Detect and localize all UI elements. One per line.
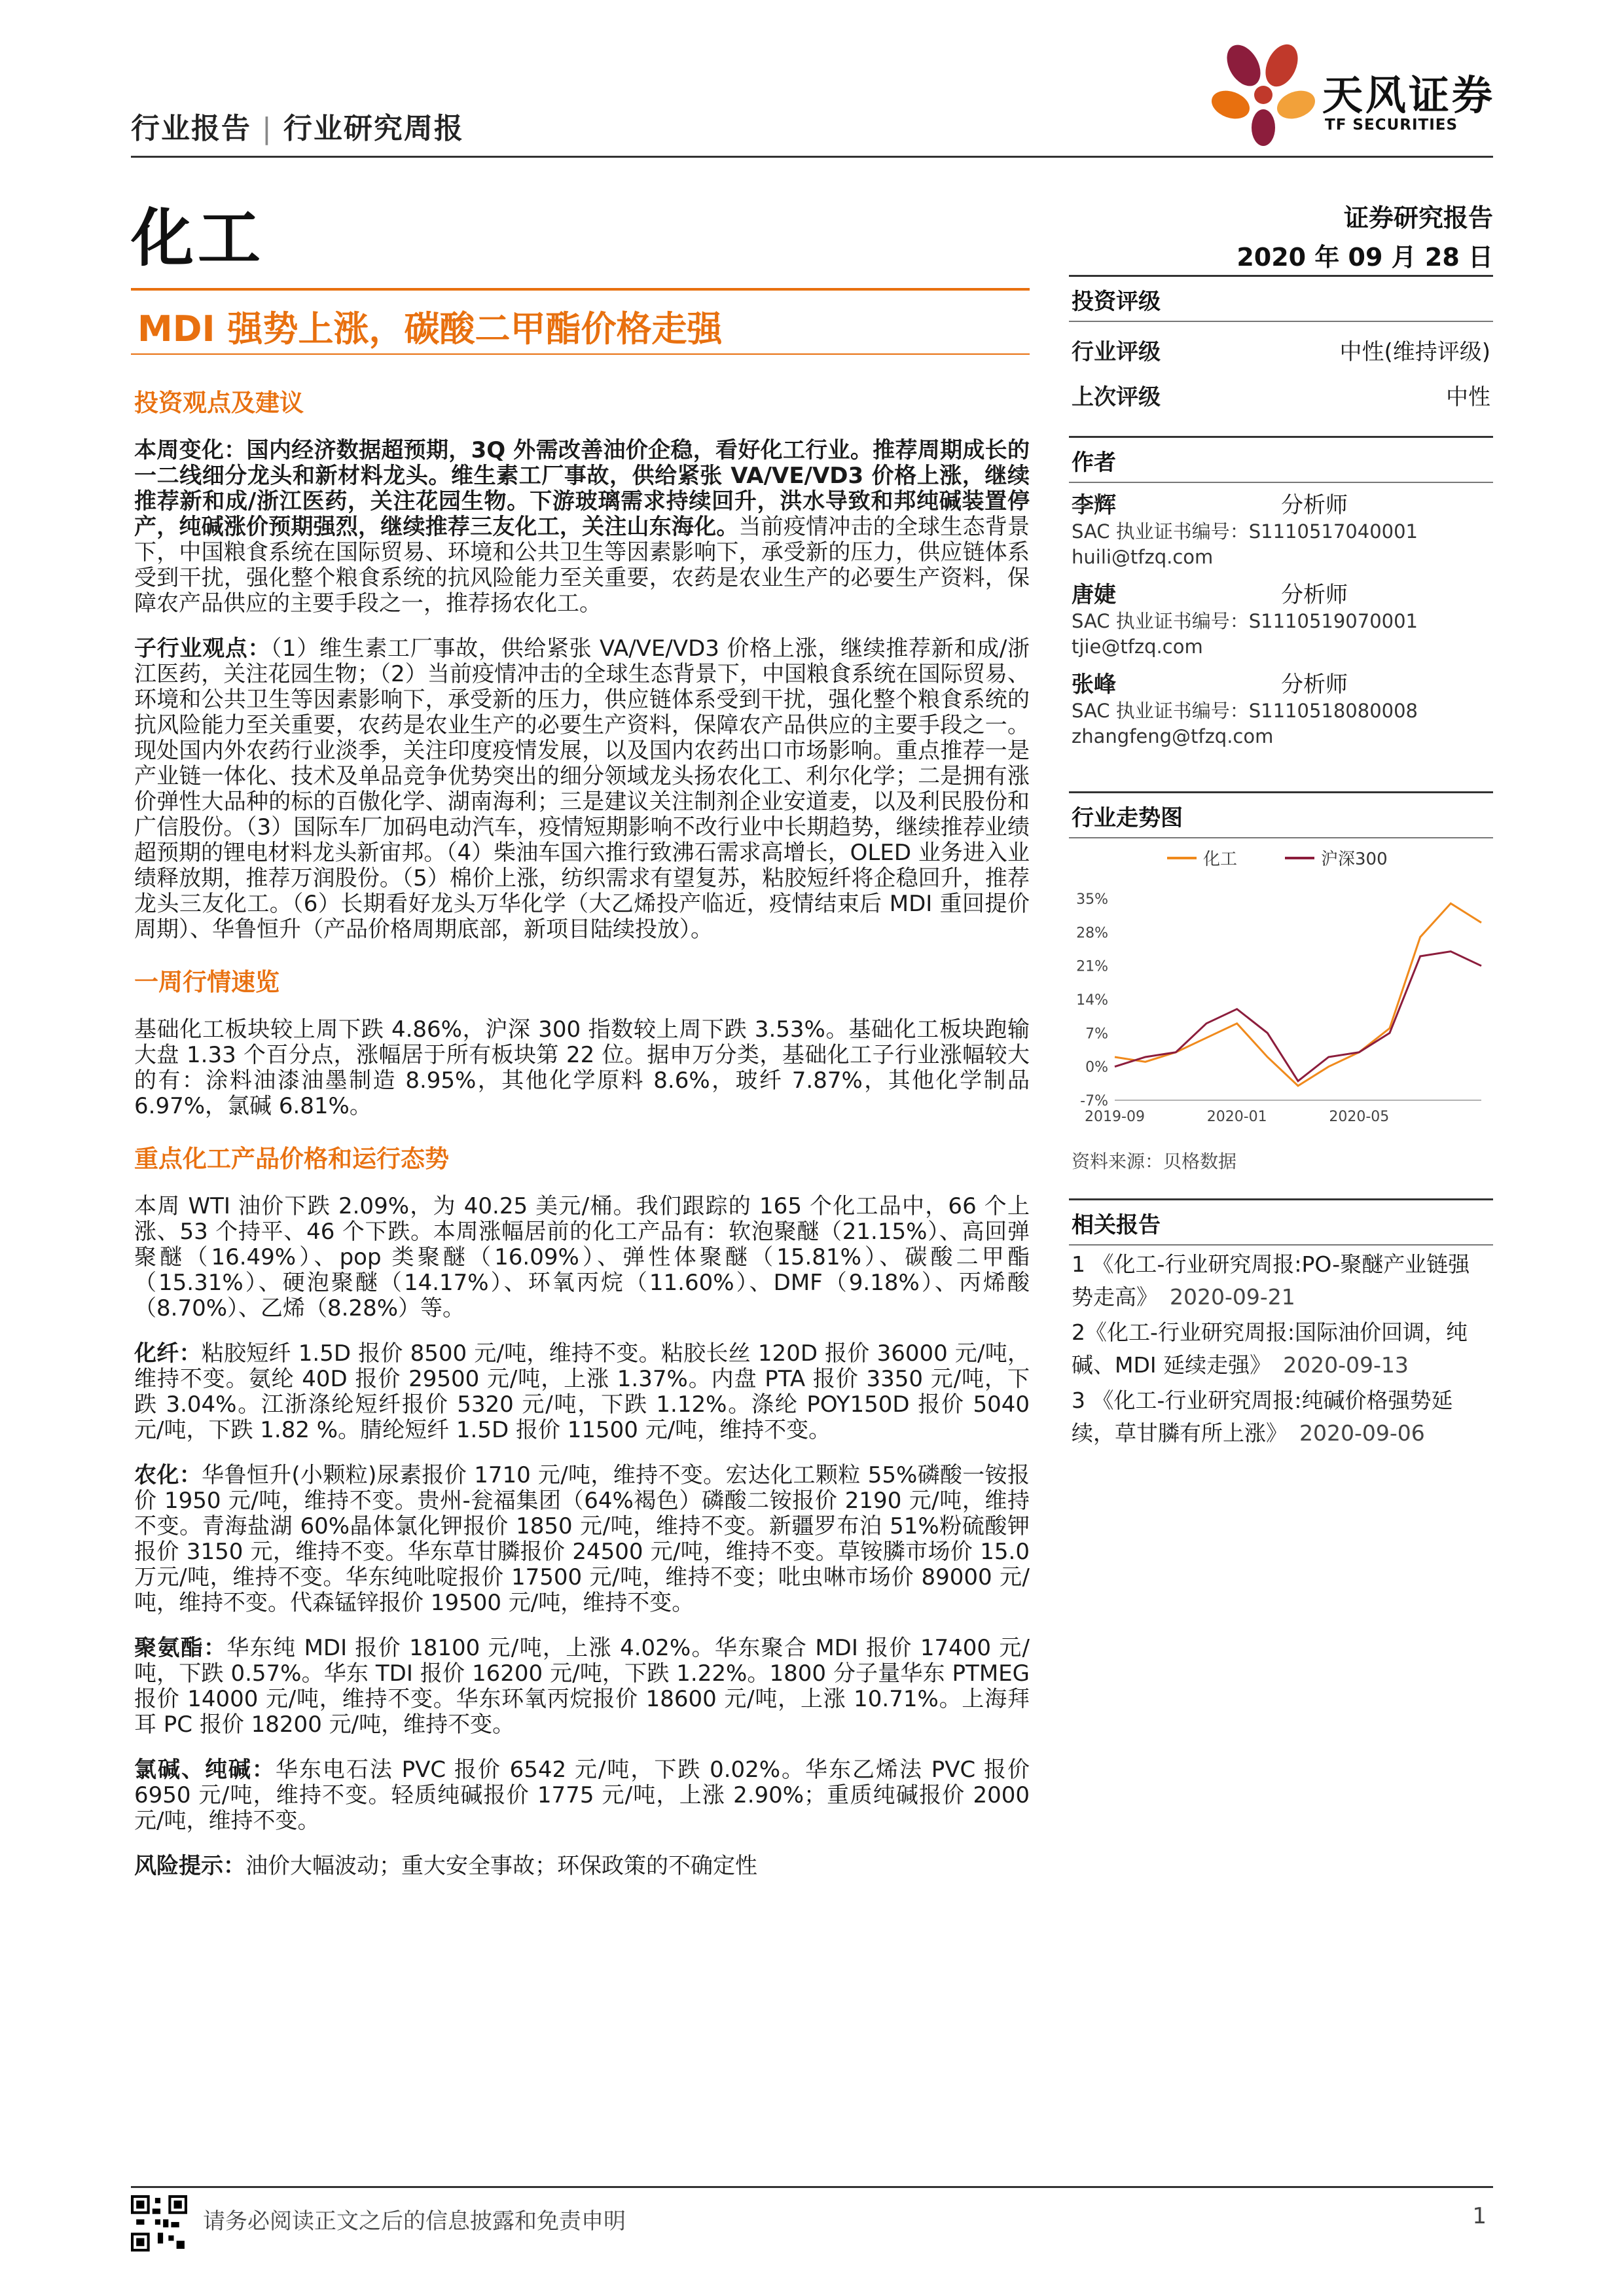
industry-trend-chart [1069, 838, 1493, 1139]
weekly-change-bold: 本周变化：国内经济数据超预期，3Q 外需改善油价企稳，看好化工行业。推荐周期成长的一二线细分龙头和新材料龙头。维生素工厂事故，供给紧张 VA/VE/VD3 价格上涨，继续推荐新和成/浙江医药，关注花园生物。下游玻璃需求持续回升，洪水导致和邦纯碱装置停产，纯碱涨价预期强烈，继续推荐三友化工，关注山东海化。 [134, 437, 1030, 540]
report-type: 证券研究报告 [1343, 204, 1493, 232]
y-tick-label: 35% [1076, 891, 1108, 908]
related-report-item[interactable] [1072, 1384, 1490, 1450]
section-heading-week: 一周行情速览 [134, 968, 280, 996]
analyst-card [1069, 573, 1493, 662]
footer-divider [131, 2186, 1493, 2188]
prev-rating-value: 中性 [1446, 384, 1490, 410]
y-tick-label: 21% [1076, 958, 1108, 975]
chart-axes [1076, 891, 1481, 1125]
x-tick-label: 2020-05 [1329, 1109, 1390, 1125]
analyst-email[interactable]: huili@tfzq.com [1072, 546, 1214, 568]
subcategory-label: 行业研究周报 [283, 112, 464, 145]
prev-rating-label: 上次评级 [1072, 384, 1161, 410]
legend-label-chem: 化工 [1203, 850, 1238, 869]
paragraph-oil: 本周 WTI 油价下跌 2.09%，为 40.25 美元/桶。我们跟踪的 165 个化工品中，66 个上涨、53 个持平、46 个下跌。本周涨幅居前的化工产品有：软泡聚醚（21.15%）、高回弹聚醚（16.49%）、pop 类聚醚（16.09%）、弹性体聚醚（15.81%）、碳酸二甲酯（15.31%）、硬泡聚醚（14.17%）、环氧丙烷（11.60%）、DMF（9.18%）、丙烯酸（8.70%）、乙烯（8.28%）等。 [134, 1193, 1030, 1321]
analyst-role: 分析师 [1281, 672, 1348, 698]
risk-text: 油价大幅波动；重大安全事故；环保政策的不确定性 [245, 1853, 757, 1879]
title-rule-bottom [131, 353, 1030, 355]
category-separator: | [262, 112, 273, 145]
y-tick-label: 0% [1085, 1059, 1108, 1076]
pu-bold: 聚氨酯： [134, 1635, 227, 1661]
paragraph-chlor-alkali [134, 1757, 1030, 1834]
industry-rating-row [1069, 327, 1493, 372]
page-number: 1 [1472, 2203, 1487, 2229]
main-content [134, 383, 1030, 1899]
paragraph-subindustry [134, 636, 1030, 942]
analyst-name: 李辉 [1072, 492, 1116, 518]
logo-english-name: TF SECURITIES [1325, 117, 1458, 134]
trend-heading: 行业走势图 [1069, 791, 1493, 838]
section-heading-views: 投资观点及建议 [134, 389, 304, 417]
x-tick-label: 2019-09 [1085, 1109, 1145, 1125]
related-reports-list [1069, 1246, 1493, 1450]
chart-source: 资料来源：贝格数据 [1072, 1151, 1237, 1172]
paragraph-pu [134, 1636, 1030, 1738]
related-report-date: 2020-09-06 [1299, 1420, 1425, 1446]
agro-text: 华鲁恒升(小颗粒)尿素报价 1710 元/吨，维持不变。宏达化工颗粒 55%磷酸一铵报价 1950 元/吨，维持不变。贵州-瓮福集团（64%褐色）磷酸二铵报价 2190 元/吨，维持不变。青海盐湖 60%晶体氯化钾报价 1850 元/吨，维持不变。新疆罗布泊 51%粉硫酸钾报价 3150 元，维持不变。华东草甘膦报价 24500 元/吨，维持不变。草铵膦市场价 15.0 万元/吨，维持不变。华东纯吡啶报价 17500 元/吨，维持不变；吡虫啉市场价 89000 元/吨，维持不变。代森锰锌报价 19500 元/吨，维持不变。 [134, 1462, 1030, 1616]
analyst-role: 分析师 [1281, 492, 1348, 518]
paragraph-agro [134, 1463, 1030, 1616]
related-report-title[interactable]: 3 《化工-行业研究周报:纯碱价格强势延续，草甘膦有所上涨》 [1072, 1388, 1453, 1446]
analyst-email[interactable]: zhangfeng@tfzq.com [1072, 725, 1274, 747]
sidebar [1069, 275, 1493, 1452]
fiber-bold: 化纤： [134, 1340, 202, 1367]
y-tick-label: 14% [1076, 992, 1108, 1009]
analyst-card [1069, 662, 1493, 752]
industry-rating-label: 行业评级 [1072, 339, 1161, 365]
report-title: MDI 强势上涨，碳酸二甲酯价格走强 [137, 308, 723, 350]
analyst-name: 张峰 [1072, 672, 1116, 698]
analyst-email[interactable]: tjie@tfzq.com [1072, 636, 1203, 658]
paragraph-market: 基础化工板块较上周下跌 4.86%，沪深 300 指数较上周下跌 3.53%。基础化工板块跑输大盘 1.33 个百分点，涨幅居于所有板块第 22 位。据申万分类，基础化工子行业涨幅较大的有：涂料油漆油墨制造 8.95%，其他化学原料 8.6%，玻纤 7.87%，其他化学制品 6.97%，氯碱 6.81%。 [134, 1016, 1030, 1119]
category-label: 行业报告 [131, 112, 251, 145]
chart-lines [1115, 903, 1481, 1086]
analyst-cert: SAC 执业证书编号：S1110518080008 [1072, 700, 1418, 722]
analyst-role: 分析师 [1281, 582, 1348, 608]
trend-chart-svg [1069, 838, 1493, 1139]
paragraph-fiber [134, 1341, 1030, 1443]
chlor-alkali-bold: 氯碱、纯碱： [134, 1757, 276, 1783]
y-tick-label: 28% [1076, 925, 1108, 942]
paragraph-risk [134, 1854, 1030, 1879]
chlor-alkali-text: 华东电石法 PVC 报价 6542 元/吨，下跌 0.02%。华东乙烯法 PVC 报价 6950 元/吨，维持不变。轻质纯碱报价 1775 元/吨，上涨 2.90%；重质纯碱报价 2000 元/吨，维持不变。 [134, 1757, 1030, 1834]
pu-text: 华东纯 MDI 报价 18100 元/吨，上涨 4.02%。华东聚合 MDI 报价 17400 元/吨，下跌 0.57%。华东 TDI 报价 16200 元/吨，下跌 1.22%。1800 分子量华东 PTMEG 报价 14000 元/吨，维持不变。华东环氧丙烷报价 18600 元/吨，上涨 10.71%。上海拜耳 PC 报价 18200 元/吨，维持不变。 [134, 1635, 1030, 1738]
analyst-name: 唐婕 [1072, 582, 1116, 608]
series-line-hs300 [1115, 952, 1481, 1081]
footer-disclaimer: 请务必阅读正文之后的信息披露和免责申明 [203, 2208, 626, 2234]
related-report-title[interactable]: 1 《化工-行业研究周报:PO-聚醚产业链强势走高》 [1072, 1251, 1470, 1310]
rating-heading: 投资评级 [1069, 275, 1493, 322]
y-tick-label: 7% [1085, 1026, 1108, 1043]
series-line-chem [1115, 903, 1481, 1086]
fiber-text: 粘胶短纤 1.5D 报价 8500 元/吨，维持不变。粘胶长丝 120D 报价 36000 元/吨，维持不变。氨纶 40D 报价 29500 元/吨，上涨 1.37%。内盘 PTA 报价 3350 元/吨，下跌 3.04%。江浙涤纶短纤报价 5320 元/吨，下跌 1.12%。涤纶 POY150D 报价 5040 元/吨，下跌 1.82 %。腈纶短纤 1.5D 报价 11500 元/吨，维持不变。 [134, 1340, 1030, 1443]
prev-rating-row [1069, 372, 1493, 418]
header-divider [131, 156, 1493, 158]
related-report-date: 2020-09-13 [1283, 1352, 1409, 1378]
weekly-change-text: 当前疫情冲击的全球生态背景下，中国粮食系统在国际贸易、环境和公共卫生等因素影响下，承受新的压力，供应链体系受到干扰，强化整个粮食系统的抗风险能力至关重要，农药是农业生产的必要生产资料，保障农产品供应的主要手段之一，推荐扬农化工。 [134, 514, 1030, 617]
logo-chinese-name: 天风证券 [1322, 71, 1496, 119]
analyst-cert: SAC 执业证书编号：S1110519070001 [1072, 610, 1418, 632]
report-category [131, 105, 464, 147]
subindustry-text: （1）维生素工厂事故，供给紧张 VA/VE/VD3 价格上涨，继续推荐新和成/浙江医药，关注花园生物；（2）当前疫情冲击的全球生态背景下，中国粮食系统在国际贸易、环境和公共卫生等因素影响下，承受新的压力，供应链体系受到干扰，强化整个粮食系统的抗风险能力至关重要，农药是农业生产的必要生产资料，保障农产品供应的主要手段之一。现处国内外农药行业淡季，关注印度疫情发展，以及国内农药出口市场影响。重点推荐一是产业链一体化、技术及单品竞争优势突出的细分领域龙头扬农化工、利尔化学；二是拥有涨价弹性大品种的标的百傲化学、湖南海利；三是建议关注制剂企业安道麦，以及利民股份和广信股份。（3）国际车厂加码电动汽车，疫情短期影响不改行业中长期趋势，继续推荐业绩超预期的锂电材料龙头新宙邦。（4）柴油车国六推行致沸石需求高增长，OLED 业务进入业绩释放期，推荐万润股份。（5）棉价上涨，纺织需求有望复苏，粘胶短纤将企稳回升，推荐龙头三友化工。（6）长期看好龙头万华化学（大乙烯投产临近，疫情结束后 MDI 重回提价周期）、华鲁恒升（产品价格周期底部，新项目陆续投放）。 [134, 636, 1030, 942]
agro-bold: 农化： [134, 1462, 202, 1488]
related-report-title[interactable]: 2《化工-行业研究周报:国际油价回调，纯碱、MDI 延续走强》 [1072, 1319, 1468, 1378]
chart-legend [1167, 850, 1388, 869]
title-rule-top [131, 288, 1030, 291]
related-report-item[interactable] [1072, 1316, 1490, 1382]
subindustry-bold: 子行业观点： [134, 636, 271, 662]
x-tick-label: 2020-01 [1206, 1109, 1267, 1125]
analyst-cert: SAC 执业证书编号：S1110517040001 [1072, 520, 1418, 543]
legend-label-hs300: 沪深300 [1321, 850, 1388, 869]
y-tick-label: -7% [1080, 1093, 1108, 1109]
paragraph-weekly-change [134, 438, 1030, 617]
section-heading-prices: 重点化工产品价格和运行态势 [134, 1145, 449, 1173]
related-report-date: 2020-09-21 [1170, 1284, 1295, 1310]
report-date: 2020 年 09 月 28 日 [1236, 243, 1493, 272]
industry-rating-value: 中性(维持评级) [1339, 339, 1490, 365]
qr-code-icon [131, 2195, 187, 2251]
industry-title: 化工 [131, 202, 264, 275]
author-heading: 作者 [1069, 436, 1493, 483]
related-report-item[interactable] [1072, 1248, 1490, 1314]
risk-bold: 风险提示： [134, 1853, 245, 1879]
analyst-card [1069, 483, 1493, 573]
related-heading: 相关报告 [1069, 1198, 1493, 1246]
